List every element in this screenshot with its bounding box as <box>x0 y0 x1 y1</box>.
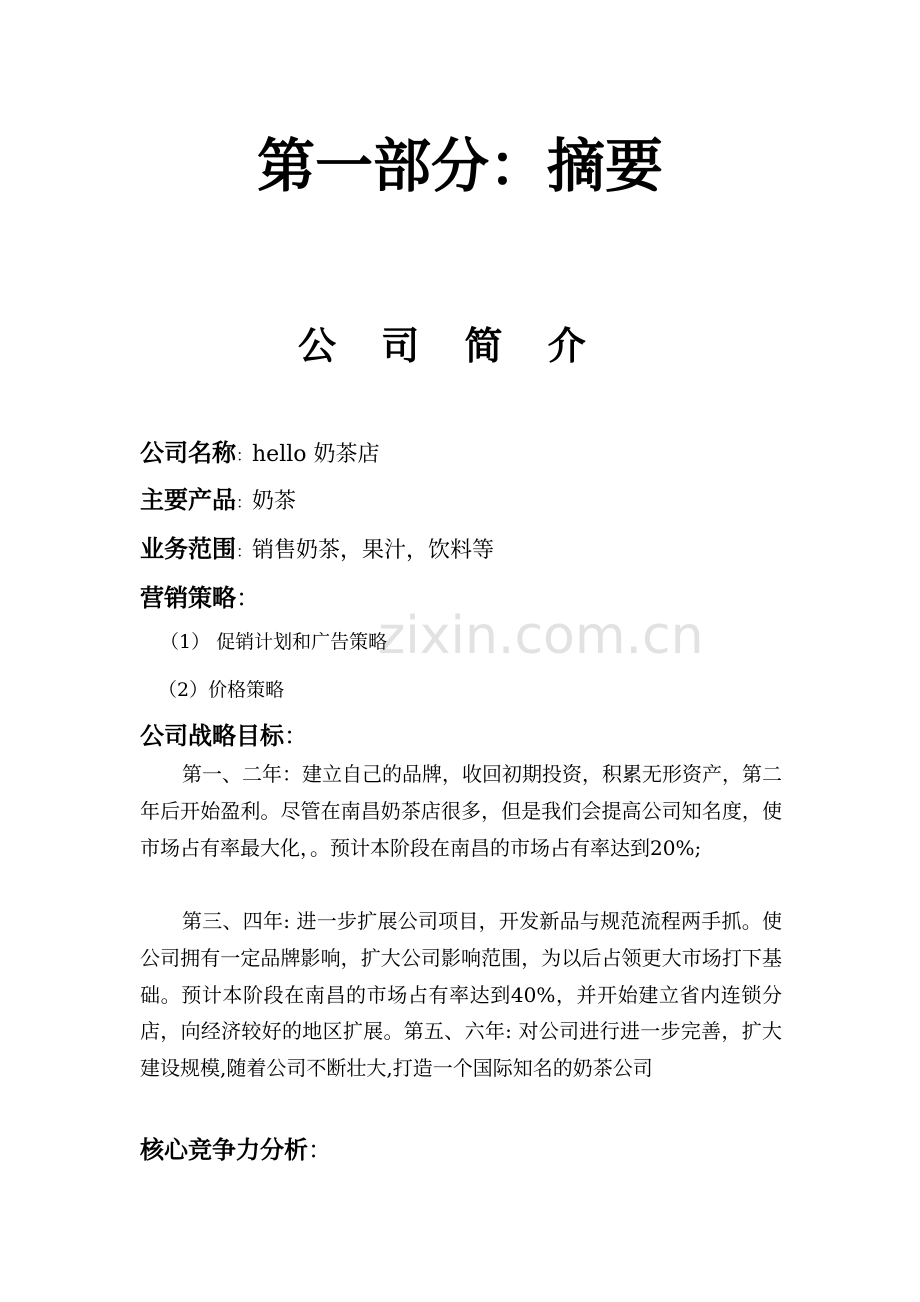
company-name-value: hello 奶茶店 <box>252 442 380 467</box>
business-scope-value: 销售奶茶，果汁，饮料等 <box>252 538 495 563</box>
business-scope-label: 业务范围 <box>140 535 236 563</box>
main-product-label: 主要产品 <box>140 486 236 514</box>
marketing-item-2: （2）价格策略 <box>158 679 285 701</box>
company-name-label: 公司名称 <box>140 439 236 467</box>
section-title: 公 司 简 介 <box>298 324 602 368</box>
core-row <box>140 1130 332 1173</box>
watermark: zixin.com.cn <box>378 606 704 666</box>
strategy-row <box>140 716 308 759</box>
strategy-label: 公司战略目标 <box>140 722 284 750</box>
strategy-paragraph-2: 第三、四年: 进一步扩展公司项目，开发新品与规范流程两手抓。使公司拥有一定品牌影响，扩大公司影响范围，为以后占领更大市场打下基础。预计本阶段在南昌的市场占有率达到40%，并开始建立省内连锁分店，向经济较好的地区扩展。第五、六年: 对公司进行进一步完善，扩大建设规模,随着公司不断壮大,打造一个国际知名的奶茶公司 <box>140 909 782 1081</box>
marketing-colon: ： <box>236 584 260 612</box>
strategy-colon: ： <box>284 722 308 750</box>
strategy-paragraph-1: 第一、二年：建立自己的品牌，收回初期投资，积累无形资产，第二年后开始盈利。尽管在南昌奶茶店很多，但是我们会提高公司知名度，使市场占有率最大化，。预计本阶段在南昌的市场占有率达到20%; <box>140 762 782 860</box>
marketing-item-1: （1） 促销计划和广告策略 <box>160 631 388 653</box>
marketing-label: 营销策略 <box>140 584 236 612</box>
part-title: 第一部分：摘要 <box>256 132 663 200</box>
main-product-row <box>140 480 296 523</box>
main-product-value: 奶茶 <box>252 489 297 514</box>
core-colon: ： <box>308 1136 332 1164</box>
business-scope-row <box>140 529 494 572</box>
main-product-colon: ： <box>236 493 253 512</box>
core-label: 核心竞争力分析 <box>140 1136 308 1164</box>
marketing-row <box>140 578 260 621</box>
company-name-row <box>140 433 380 476</box>
company-name-colon: ： <box>236 446 253 465</box>
business-scope-colon: ： <box>236 542 253 561</box>
